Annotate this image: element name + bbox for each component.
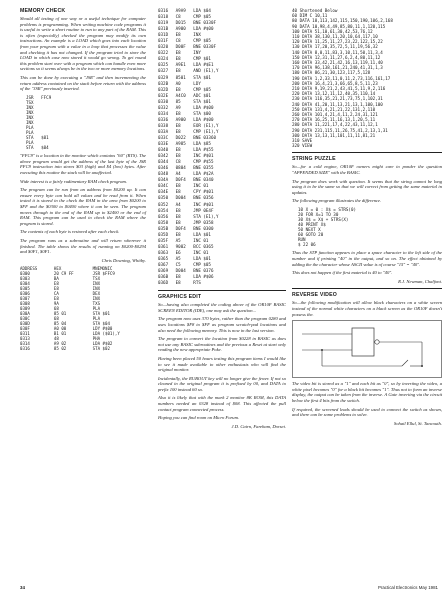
graphics-edit-para-4: Having been placed 50 hours testing this program items I would like to see it made available to other enthusiasts who will find the original monitor. xyxy=(158,355,286,373)
page-number: 34 xyxy=(20,585,25,590)
table-cell: INX xyxy=(92,296,101,302)
table-cell: 030D xyxy=(20,320,30,326)
table-cell: E8 xyxy=(53,281,59,287)
memory-check-heading: MEMORY CHECK xyxy=(20,8,66,14)
table-cell: LDA ($01),Y xyxy=(92,330,120,336)
table-header: ADDRESS xyxy=(20,266,38,272)
table-cell: 68 xyxy=(53,305,59,311)
table-cell: STA $02 xyxy=(92,345,110,351)
reverse-video-heading: REVERSE VIDEO xyxy=(292,292,337,299)
reverse-video-para-2: The video bit is stored as a "1" and each bit as "0", so by inverting the video, a white pixel becomes "0" for a black bit becomes "1". Thus not to form an inverse display, the output can be taken from the inverse. A Gate inverting via the circuit below the first 4 bits from the switch. xyxy=(292,381,442,403)
table-cell: JSR $FFC9 xyxy=(92,271,115,277)
table-cell: BA xyxy=(53,276,59,282)
table-cell: PHA xyxy=(92,335,101,341)
column-2 xyxy=(158,8,286,433)
graphics-edit-heading: GRAPHICS EDIT xyxy=(158,294,202,301)
assembly-listing: 0316 A9A9 LDA $04 0318 C8 CMP $05 0319 D015 BNE 0330F 031B A900 LDA #$00 031D E8 INX 031F C8 CMP $05 0320 D00F BNE 0330F 0322 E8 INY 0324 E8 CMP $01 0325 A9E1 LDA #$E1 0327 E8 AND (E1),Y 0329 8501 STA $01 032B A0 LDY 032D E8 CMP $05 032E A4C0 ADC $01 0330 85 STA $01 0332 A9 LDA #$00 0334 E8 STA $00 0336 A900 LDA #$00 0338 E8 EOR (E1),Y 033A E8 CMP (E1),Y 033C D022 BNE 03360 033E A985 LDA $85 0340 E8 LDA #$55 0342 E8 INC #$01 0344 C8 CMP #$55 0346 0804 BNE 0355 0348 A4 LDA #$2A 034A D0F4 BNE 0340 034C E8 INC 01 034E E8 CPY #$01 0350 D004 BNE 0356 0352 A4 INC #$01 0354 E8 JMP 0E4F 0356 E8 STA (E1),Y 0358 E8 JMP 0358 035B D0F4 BNE 0300 035D E8 LDA $01 035F A5 INC 01 0361 9002 BCC 0365 0363 E6 INC 01 0365 A5 LDA $01 0367 C5 CMP $05 0369 D004 BNE 0376 036B E8 LDA #$06 036D E8 RTS xyxy=(158,8,219,286)
table-cell: A0 00 xyxy=(53,325,67,331)
table-cell: E8 xyxy=(53,286,59,292)
table-cell: 48 xyxy=(53,335,59,341)
table-cell: 0314 xyxy=(20,340,30,346)
table-cell: TSX xyxy=(92,276,101,282)
table-cell: STA $04 xyxy=(92,320,110,326)
table-cell: 0305 xyxy=(20,286,30,292)
memory-check-para-3: "FFC9" is a location in the monitor which contains "60" (RTS). The above program would get the address of the last byte of the JSR FFC9 instruction into stores $03 (high) and $4 (low) bytes. After executing this routine the stack will be unaffected. xyxy=(20,153,146,176)
graphics-edit-para-3: The program to convert the location from $0228 in BASIC as does not use any BASIC subroutines and the previous a Reset at start only reading the new appropriate Poke. xyxy=(158,336,286,353)
table-cell: TXS xyxy=(92,301,101,306)
table-cell: PLA xyxy=(92,305,101,311)
column-3 xyxy=(292,8,442,430)
string-puzzle-para-5: This does not happen if the first material is 40 to "40". xyxy=(292,270,393,276)
table-cell: STA $01 xyxy=(92,310,110,316)
table-cell: 0311 xyxy=(20,330,30,336)
memory-check-para-1: Should all testing of one way or a useful technique for computer problems is programming. When writing machine code programs it is useful to write a short routine to run to any part of the RAM. This is often (especially) checked the program may modify its own instructions. An example is a LOAD which goes into each location from your program with a value in a loop that processes the value and checking it has not changed. If the program tried to store the LOAD in which case now stored it would go wrong. To get round this problem start over with a program which can handle even more sections so it seems always be in the two or more memory locations. xyxy=(20,16,146,72)
table-cell: LDY #$00 xyxy=(92,325,113,331)
table-cell: 0300 xyxy=(20,271,30,277)
table-cell: INX xyxy=(92,286,101,292)
table-row xyxy=(20,347,146,352)
table-cell: 0307 xyxy=(20,296,30,302)
graphics-edit-para-6: Also it is likely that with the mark 2 monitor 8K ROM, this DATA numbers needed an 0328 instead of $08. This affected the pull contact program connected process. xyxy=(158,395,286,412)
string-puzzle-signature: R.J. Newman, Chalfont. xyxy=(398,278,442,284)
table-cell: 85 04 xyxy=(53,320,67,326)
table-cell: DEX xyxy=(92,291,101,297)
string-puzzle-para-4: Thus the STP function appears to place a space character to the left side of the number and if printing "40" in the output, and so on. The effect obtained by adding the the character whose ASCII value is of course "15" = "40". xyxy=(292,250,442,267)
graphics-edit-para-1: So—having also completed the coding above of the OR10F BASIC SCREEN EDITOR (IDE), one may ask the question... xyxy=(158,302,286,313)
circuit-diagram xyxy=(292,320,442,378)
table-cell: 030C xyxy=(20,315,30,321)
memory-check-para-6: The contents of each byte is restored after each check. xyxy=(20,229,120,235)
table-cell: 0313 xyxy=(20,335,30,341)
table-cell: 20 C9 FF xyxy=(53,271,74,277)
table-header: MNEMONIC xyxy=(92,266,113,272)
table-cell: 0304 xyxy=(20,281,30,287)
string-puzzle-para-3: The following program illustrates the difference. xyxy=(292,198,382,204)
memory-check-code: JSR FFC9 TSX INX INX INX INX PLA PLA STA $01 PLA STA $04 xyxy=(26,94,52,151)
graphics-edit-signature: J.D. Cairn, Fareham, Dorset. xyxy=(231,423,286,429)
memory-check-signature: Chris Downing, Whitby. xyxy=(101,257,146,263)
table-cell: LDA #$02 xyxy=(92,340,113,346)
table-cell: 85 02 xyxy=(53,345,67,351)
magazine-name: Practical Electronics May 1981 xyxy=(377,585,438,590)
graphics-edit-para-7: Hoping you can find room on Micro Forum. xyxy=(158,415,240,421)
reverse-video-para-3: If required, the screened leads should be used to connect the switch as shown, and there can be some problems to solve. xyxy=(292,406,442,418)
graphics-edit-para-5: Incidentally, the RUBOUT key will no longer give the fewer. If not so cleaned in the original program it is prefixed by 00, and DATA to prefix 100 instead 60 so. xyxy=(158,375,286,392)
memory-check-para-5: The program can be run from an address from $0200 up. It can ensure every byte can hold all values and be read from it. When tested it is stored in the check the RAM in the area from $0200 to $FF and the $0300 to $0400 where it can be seen. The program moves through to the end of the RAM up to $2400 or the end of RAM. This program can be used to check the RAM where the program is stored. xyxy=(20,187,146,226)
reverse-video-para-1: So—the following modification will allow black characters on a white screen instead of the normal white characters on a black screen as the OR10F doesn't possess the. xyxy=(292,300,442,317)
basic-listing: 40 Shortened Below 60 DIM C 10,11 80 DATA 18,113,142,115,150,190,106,2,168 90 DATA 10,98,4,49,85,80,11,1,120,115 100 DATA 51,10,61,30,42,53,76,12 110 DATA 38,130,11,20,10,64,117,10 120 DATA 11,25,11,27,23,22,122,15,22 130 DATA 17,20,35,72,5,11,19,56,32 140 DATA 8,0,11,83,3,10,11,50,11,3,4 150 DATA 12,31,11,27,6,2,4,80,11,12 160 DATA 33,42,21,42,16,13,119,11,40 170 DATA 96,138,161,21,240,41,31,1,3 180 DATA 86,21,30,123,117,5,128 190 DATA 1,2,33,11,0,11,2,73,116,161,17 200 DATA 16,4,21,3,66,65,8,5,11,23 210 DATA 9,19,21,2,43,41,5,11,9,2,116 220 DATA 13,12,11,12,40,35,110,14 230 DATA 116,35,21,21,73,75,1,102,31 240 DATA 41,20,11,13,21,13,1,100,100 250 DATA 131,4,21,21,22,131,2,110 260 DATA 101,4,21,4,11,2,24,31,121 270 DATA 16,25,11,16,13,1,20,5,11 280 DATA 11,221,17,4,22,43,11,12,1 290 DATA 231,115,11,26,75,41,2,13,1,31 300 DATA 13,13,11,101,11,11,81,21 310 SAVE 320 VIEW xyxy=(292,8,393,149)
table-cell: 0303 xyxy=(20,276,30,282)
table-cell: 030F xyxy=(20,325,30,331)
memory-check-para-7: The program runs as a subroutine and will return wherever it finished. The table shows the results of running on $0200-$0294 and $0F1, $0F1. xyxy=(20,237,146,255)
memory-check-para-2: This can be done by executing a "JSR" and then incrementing the return address contained on the stack before return with the address of the "JSR" previously inserted. xyxy=(20,74,146,92)
table-cell: 0306 xyxy=(20,291,30,297)
table-cell: 0309 xyxy=(20,305,30,311)
table-cell: B1 01 xyxy=(53,330,67,336)
page-footer xyxy=(20,585,438,591)
table-cell: 9A xyxy=(53,301,59,306)
table-cell: PLA xyxy=(92,315,101,321)
table-cell: CA xyxy=(53,291,59,297)
string-puzzle-code: 10 X = 0 : X$ = STRS(0) 20 FOR X=1 TO 30 30 X$ = X$ + STRS(X) 40 PRINT X$ 50 NEXT X 60 GOTO 20 RUN $ 22 06 xyxy=(298,207,356,248)
string-puzzle-para-2: The program does work with question. It seems that the string cannot be long using it to be the same so that we will correct from getting the same material in updates. xyxy=(292,178,442,195)
divider xyxy=(158,290,286,291)
string-puzzle-para-1: So—for a cold engine, OR10F owners might care to ponder the question "APPENDED SIZE" with the BASIC. xyxy=(292,164,442,176)
address-table xyxy=(20,267,146,351)
divider xyxy=(292,288,442,289)
graphics-edit-para-2: The program now uses 370 bytes, rather than the program 0280 and uses locations $F8 to $FF as program scratch-pad locations and also need the following memory. This is now in the last version. xyxy=(158,316,286,333)
table-cell: 68 xyxy=(53,315,59,321)
divider xyxy=(292,152,442,153)
reverse-video-signature: Sohail Ellul, St. Tancouth. xyxy=(393,420,442,426)
table-cell: 0308 xyxy=(20,301,30,306)
table-cell: 0316 xyxy=(20,345,30,351)
column-1 xyxy=(20,8,146,352)
table-cell: A9 02 xyxy=(53,340,67,346)
table-cell: 030A xyxy=(20,310,30,316)
table-cell: INX xyxy=(92,281,101,287)
memory-check-para-4: Wide interest is a fairly rudimentary RAM check program. xyxy=(20,178,127,184)
table-cell: 85 01 xyxy=(53,310,67,316)
table-cell: E8 xyxy=(53,296,59,302)
table-header: HEX xyxy=(53,266,62,272)
string-puzzle-heading: STRING PUZZLE xyxy=(292,156,336,163)
